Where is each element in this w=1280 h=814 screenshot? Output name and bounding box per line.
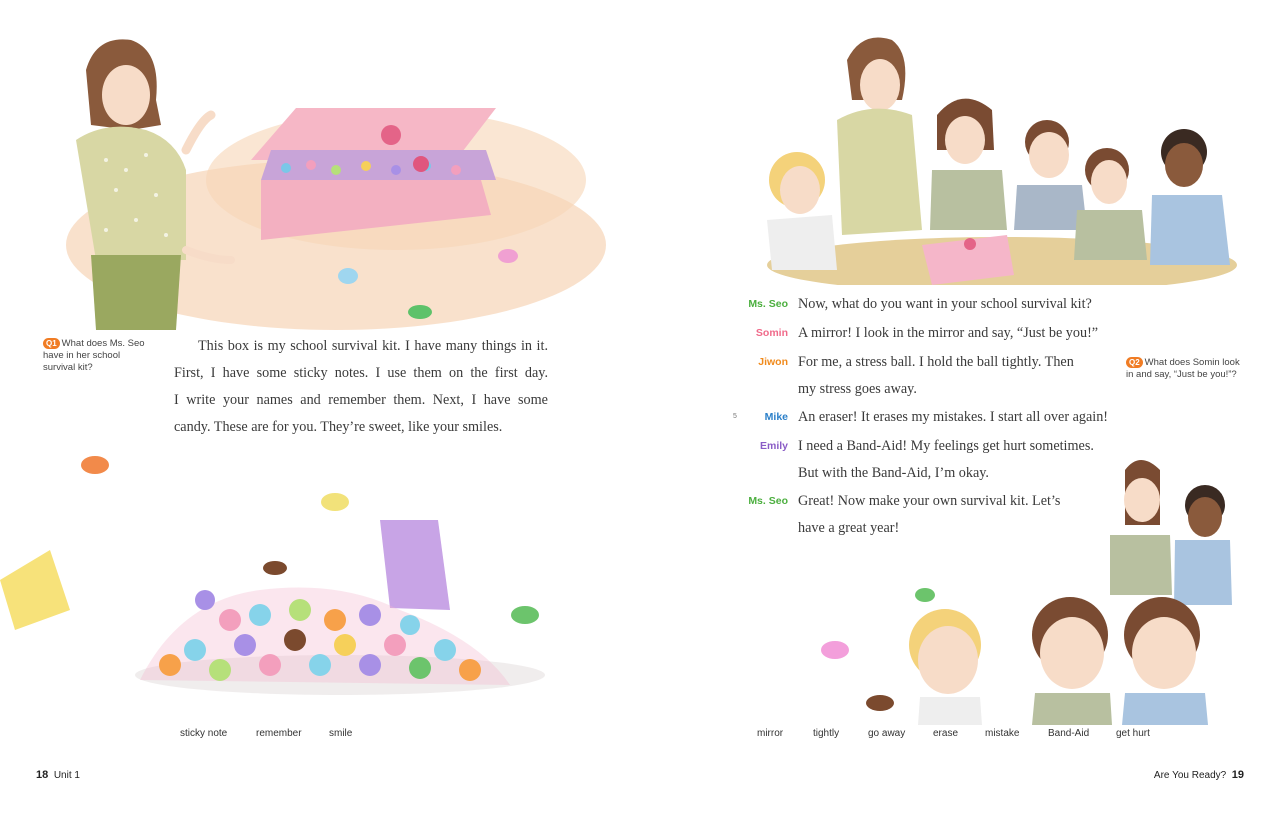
q2-text: What does Somin look in and say, “Just be you!”? <box>1126 357 1240 380</box>
page-number-left: 18 <box>36 769 49 781</box>
dialogue-line: For me, a stress ball. I hold the ball tightly. Then <box>798 354 1074 370</box>
paragraph-line: First, I have some sticky notes. I use them on the first day. <box>174 365 548 381</box>
dialogue-line: I need a Band-Aid! My feelings get hurt sometimes. <box>798 438 1094 454</box>
left-footer <box>36 769 80 781</box>
paragraph-line: This box is my school survival kit. I have many things in it. <box>198 338 548 354</box>
dialogue-line: Now, what do you want in your school survival kit? <box>798 296 1092 312</box>
line-number: 5 <box>733 413 737 420</box>
dialogue-line: An eraser! It erases my mistakes. I start all over again! <box>798 409 1109 425</box>
candy-pile-illustration <box>0 440 600 720</box>
speaker-label: Ms. Seo <box>748 298 788 310</box>
dialogue-line: A mirror! I look in the mirror and say, “Just be you!” <box>798 325 1099 341</box>
vocab-word: mirror <box>757 728 784 739</box>
dialogue-line: my stress goes away. <box>798 381 917 397</box>
classroom-group-illustration <box>752 30 1242 285</box>
teacher-with-box-illustration <box>36 30 606 330</box>
q2-badge: Q2 <box>1126 357 1143 368</box>
speaker-label: Ms. Seo <box>748 495 788 507</box>
speaker-label: Emily <box>759 440 788 452</box>
story-paragraph <box>174 333 548 441</box>
q1-text: What does Ms. Seo have in her school survival kit? <box>43 338 145 373</box>
q1-badge: Q1 <box>43 338 60 349</box>
vocab-word: mistake <box>985 728 1020 739</box>
dialogue-line: But with the Band-Aid, I’m okay. <box>798 465 989 481</box>
vocab-word: go away <box>868 728 906 739</box>
vocab-word: smile <box>329 728 353 739</box>
question-note-q1 <box>43 338 153 374</box>
paragraph-line: candy. These are for you. They’re sweet, like your smiles. <box>174 419 503 435</box>
vocab-word: tightly <box>813 728 840 739</box>
vocab-word: Band-Aid <box>1048 728 1090 739</box>
dialogue-line: Great! Now make your own survival kit. Let’s <box>798 493 1061 509</box>
speaker-label: Somin <box>755 327 788 339</box>
page-number-right: 19 <box>1231 769 1244 781</box>
speaker-label: Mike <box>764 411 788 423</box>
unit-label: Unit 1 <box>53 770 80 781</box>
right-footer <box>1154 769 1244 781</box>
vocab-word: sticky note <box>180 728 228 739</box>
dialogue-line: have a great year! <box>798 520 900 536</box>
speaker-label: Jiwon <box>758 356 788 368</box>
vocab-word: erase <box>933 728 959 739</box>
question-note-q2 <box>1126 357 1244 381</box>
vocab-word: get hurt <box>1116 728 1150 739</box>
vocab-word: remember <box>256 728 302 739</box>
section-title: Are You Ready? <box>1153 770 1227 781</box>
paragraph-line: I write your names and remember them. Next, I have some <box>174 392 548 408</box>
